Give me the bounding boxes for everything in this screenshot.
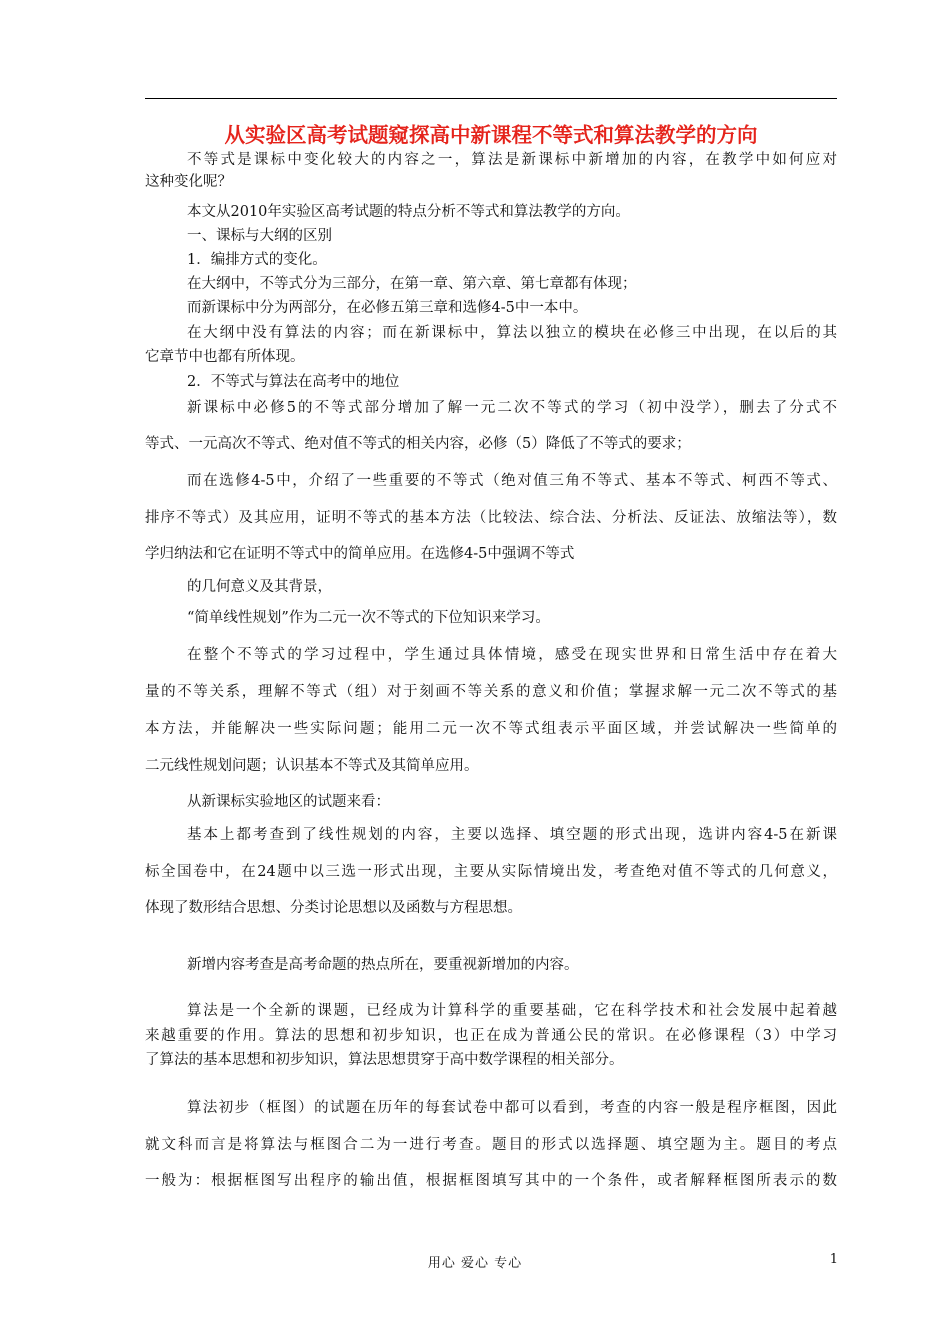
paragraph-line: 了算法的基本思想和初步知识，算法思想贯穿于高中数学课程的相关部分。: [145, 1052, 624, 1068]
paragraph-line: 新增内容考查是高考命题的热点所在，要重视新增加的内容。: [187, 957, 579, 973]
paragraph-line: 学归纳法和它在证明不等式中的简单应用。在选修4-5中强调不等式: [145, 546, 575, 562]
paragraph-line: 本文从2010年实验区高考试题的特点分析不等式和算法教学的方向。: [187, 204, 630, 220]
paragraph-line: 它章节中也都有所体现。: [145, 349, 305, 365]
paragraph-line: 算法是一个全新的课题，已经成为计算科学的重要基础，它在科学技术和社会发展中起着越: [187, 1003, 837, 1019]
paragraph-line: 而在选修4-5中，介绍了一些重要的不等式（绝对值三角不等式、基本不等式、柯西不等式、: [187, 473, 837, 489]
document-title: 从实验区高考试题窥探高中新课程不等式和算法教学的方向: [224, 123, 758, 147]
paragraph-line: 从新课标实验地区的试题来看：: [187, 794, 390, 810]
paragraph-line: 标全国卷中，在24题中以三选一形式出现，主要从实际情境出发，考查绝对值不等式的几何意义，: [145, 864, 837, 880]
header-rule: [145, 98, 837, 99]
section-heading: 一、课标与大纲的区别: [187, 228, 332, 244]
paragraph-line: 来越重要的作用。算法的思想和初步知识，也正在成为普通公民的常识。在必修课程（3）中学习: [145, 1028, 837, 1044]
paragraph-line: 这种变化呢？: [145, 174, 232, 190]
subsection-heading: 2．不等式与算法在高考中的地位: [187, 374, 400, 390]
paragraph-line: 在大纲中，不等式分为三部分，在第一章、第六章、第七章都有体现；: [187, 276, 637, 292]
paragraph-line: 在整个不等式的学习过程中，学生通过具体情境，感受在现实世界和日常生活中存在着大: [187, 647, 837, 663]
paragraph-line: 基本上都考查到了线性规划的内容，主要以选择、填空题的形式出现，选讲内容4-5在新课: [187, 827, 837, 843]
page-number: 1: [829, 1252, 838, 1267]
paragraph-line: 等式、一元高次不等式、绝对值不等式的相关内容，必修（5）降低了不等式的要求；: [145, 436, 691, 452]
paragraph-line: “简单线性规划”作为二元一次不等式的下位知识来学习。: [187, 610, 550, 626]
paragraph-line: 体现了数形结合思想、分类讨论思想以及函数与方程思想。: [145, 900, 522, 916]
paragraph-line: 量的不等关系，理解不等式（组）对于刻画不等关系的意义和价值；掌握求解一元二次不等式的基: [145, 684, 837, 700]
paragraph-line: 算法初步（框图）的试题在历年的每套试卷中都可以看到，考查的内容一般是程序框图，因此: [187, 1100, 837, 1116]
paragraph-line: 的几何意义及其背景，: [187, 579, 332, 595]
paragraph-line: 排序不等式）及其应用，证明不等式的基本方法（比较法、综合法、分析法、反证法、放缩法等），数: [145, 510, 837, 526]
paragraph-line: 不等式是课标中变化较大的内容之一，算法是新课标中新增加的内容，在教学中如何应对: [187, 152, 837, 168]
paragraph-line: 二元线性规划问题；认识基本不等式及其简单应用。: [145, 758, 479, 774]
paragraph-line: 一般为：根据框图写出程序的输出值，根据框图填写其中的一个条件，或者解释框图所表示的数: [145, 1173, 837, 1189]
paragraph-line: 新课标中必修5的不等式部分增加了解一元二次不等式的学习（初中没学），删去了分式不: [187, 400, 837, 416]
paragraph-line: 而新课标中分为两部分，在必修五第三章和选修4-5中一本中。: [187, 300, 588, 316]
footer-motto: 用心 爱心 专心: [427, 1256, 523, 1271]
paragraph-line: 就文科而言是将算法与框图合二为一进行考查。题目的形式以选择题、填空题为主。题目的考点: [145, 1137, 837, 1153]
paragraph-line: 本方法，并能解决一些实际问题；能用二元一次不等式组表示平面区域，并尝试解决一些简单的: [145, 721, 837, 737]
paragraph-line: 在大纲中没有算法的内容；而在新课标中，算法以独立的模块在必修三中出现，在以后的其: [187, 325, 837, 341]
subsection-heading: 1．编排方式的变化。: [187, 252, 327, 268]
